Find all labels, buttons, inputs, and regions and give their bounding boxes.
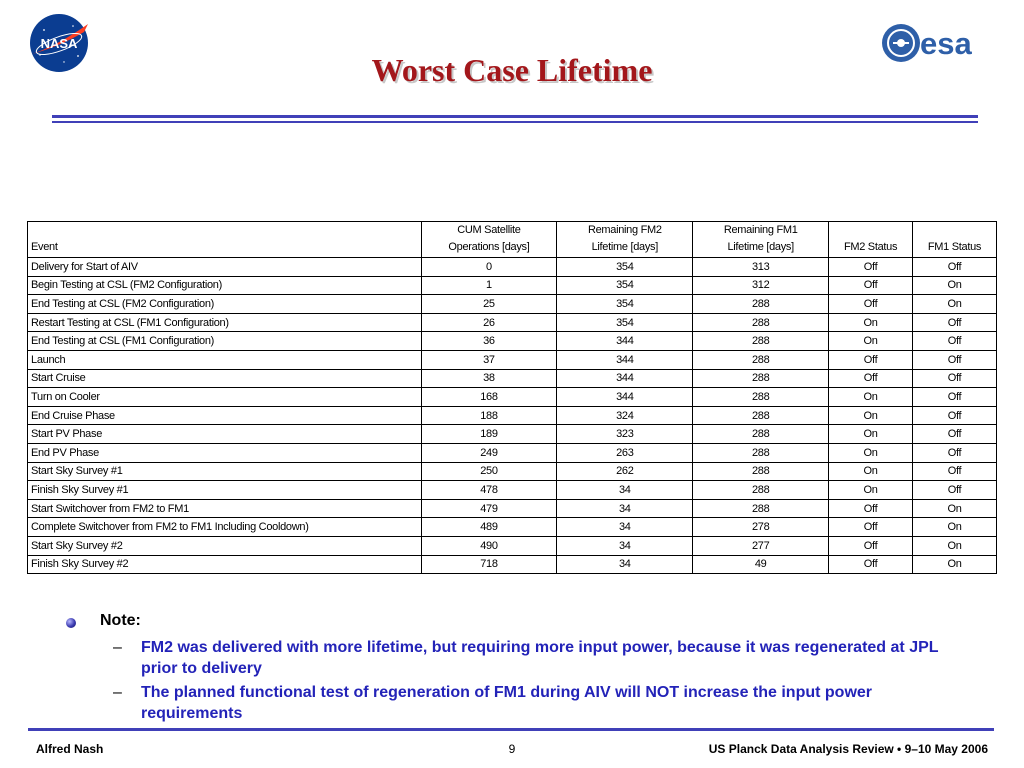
value-cell: 26 — [421, 313, 557, 332]
note-item — [66, 682, 966, 724]
event-cell: Finish Sky Survey #2 — [28, 555, 422, 574]
note-item-text: The planned functional test of regeneration of FM1 during AIV will NOT increase the input power requirements — [141, 684, 873, 722]
value-cell: On — [829, 481, 913, 500]
value-cell: Off — [829, 536, 913, 555]
note-item-text: FM2 was delivered with more lifetime, but requiring more input power, because it was regenerated at JPL prior to delivery — [141, 639, 939, 677]
value-cell: 288 — [693, 295, 829, 314]
value-cell: 288 — [693, 388, 829, 407]
lifetime-table — [27, 221, 997, 574]
value-cell: 489 — [421, 518, 557, 537]
column-header: Remaining FM2 Lifetime [days] — [557, 222, 693, 258]
value-cell: On — [829, 425, 913, 444]
value-cell: On — [913, 499, 997, 518]
value-cell: Off — [913, 462, 997, 481]
table-header-row — [28, 222, 997, 258]
value-cell: 263 — [557, 443, 693, 462]
title-rule-top — [52, 115, 978, 118]
bullet-icon — [66, 618, 76, 628]
value-cell: Off — [829, 499, 913, 518]
column-header: Remaining FM1 Lifetime [days] — [693, 222, 829, 258]
value-cell: 344 — [557, 369, 693, 388]
value-cell: On — [829, 443, 913, 462]
table-row — [28, 313, 997, 332]
value-cell: On — [913, 518, 997, 537]
event-cell: Start Sky Survey #1 — [28, 462, 422, 481]
note-heading-text: Note: — [100, 612, 141, 629]
event-cell: Start Sky Survey #2 — [28, 536, 422, 555]
value-cell: Off — [913, 313, 997, 332]
table-row — [28, 536, 997, 555]
value-cell: 354 — [557, 276, 693, 295]
value-cell: Off — [913, 332, 997, 351]
event-cell: Start PV Phase — [28, 425, 422, 444]
value-cell: On — [829, 332, 913, 351]
value-cell: 34 — [557, 481, 693, 500]
value-cell: 168 — [421, 388, 557, 407]
page-number: 9 — [508, 742, 516, 756]
value-cell: 718 — [421, 555, 557, 574]
value-cell: 312 — [693, 276, 829, 295]
event-cell: Delivery for Start of AIV — [28, 258, 422, 277]
note-item — [66, 637, 966, 679]
footer-author: Alfred Nash — [36, 742, 104, 756]
value-cell: 354 — [557, 313, 693, 332]
value-cell: Off — [913, 425, 997, 444]
value-cell: 250 — [421, 462, 557, 481]
value-cell: 249 — [421, 443, 557, 462]
value-cell: 34 — [557, 555, 693, 574]
footer-rule — [28, 728, 994, 731]
value-cell: 189 — [421, 425, 557, 444]
value-cell: 490 — [421, 536, 557, 555]
value-cell: Off — [829, 555, 913, 574]
esa-logo-text: esa — [920, 26, 972, 61]
title-rule-bottom — [52, 121, 978, 123]
value-cell: 288 — [693, 443, 829, 462]
value-cell: Off — [913, 258, 997, 277]
event-cell: End Cruise Phase — [28, 406, 422, 425]
value-cell: Off — [913, 481, 997, 500]
value-cell: 37 — [421, 350, 557, 369]
table-row — [28, 481, 997, 500]
dash-icon: – — [113, 639, 122, 656]
value-cell: Off — [829, 258, 913, 277]
value-cell: Off — [913, 350, 997, 369]
table-row — [28, 499, 997, 518]
event-cell: End Testing at CSL (FM1 Configuration) — [28, 332, 422, 351]
dash-icon: – — [113, 684, 122, 701]
table-row — [28, 388, 997, 407]
value-cell: 34 — [557, 499, 693, 518]
value-cell: On — [913, 536, 997, 555]
value-cell: Off — [913, 443, 997, 462]
value-cell: 1 — [421, 276, 557, 295]
table-row — [28, 258, 997, 277]
table-row — [28, 406, 997, 425]
value-cell: 288 — [693, 406, 829, 425]
column-header: FM1 Status — [913, 222, 997, 258]
value-cell: 288 — [693, 313, 829, 332]
table-row — [28, 295, 997, 314]
value-cell: 34 — [557, 536, 693, 555]
nasa-logo-text: NASA — [40, 36, 78, 51]
value-cell: 38 — [421, 369, 557, 388]
value-cell: Off — [829, 276, 913, 295]
value-cell: 479 — [421, 499, 557, 518]
column-header: CUM Satellite Operations [days] — [421, 222, 557, 258]
value-cell: 478 — [421, 481, 557, 500]
value-cell: 344 — [557, 388, 693, 407]
table-row — [28, 369, 997, 388]
note-heading — [66, 612, 966, 634]
event-cell: Restart Testing at CSL (FM1 Configuration) — [28, 313, 422, 332]
value-cell: 0 — [421, 258, 557, 277]
event-cell: Finish Sky Survey #1 — [28, 481, 422, 500]
value-cell: 288 — [693, 369, 829, 388]
value-cell: 188 — [421, 406, 557, 425]
event-cell: Begin Testing at CSL (FM2 Configuration) — [28, 276, 422, 295]
value-cell: 288 — [693, 332, 829, 351]
event-cell: End Testing at CSL (FM2 Configuration) — [28, 295, 422, 314]
table-row — [28, 443, 997, 462]
event-cell: Turn on Cooler — [28, 388, 422, 407]
table-row — [28, 555, 997, 574]
value-cell: Off — [829, 295, 913, 314]
column-header: FM2 Status — [829, 222, 913, 258]
table-row — [28, 425, 997, 444]
value-cell: 288 — [693, 481, 829, 500]
value-cell: 354 — [557, 258, 693, 277]
event-cell: Start Switchover from FM2 to FM1 — [28, 499, 422, 518]
event-cell: End PV Phase — [28, 443, 422, 462]
value-cell: 49 — [693, 555, 829, 574]
table-row — [28, 462, 997, 481]
notes-section — [66, 612, 966, 724]
value-cell: On — [913, 276, 997, 295]
value-cell: 288 — [693, 462, 829, 481]
value-cell: Off — [913, 369, 997, 388]
value-cell: Off — [913, 388, 997, 407]
value-cell: 344 — [557, 350, 693, 369]
footer-event: US Planck Data Analysis Review • 9–10 May 2006 — [708, 742, 988, 756]
value-cell: On — [829, 388, 913, 407]
value-cell: 344 — [557, 332, 693, 351]
value-cell: Off — [913, 406, 997, 425]
page-title: Worst Case Lifetime — [371, 52, 653, 88]
event-cell: Complete Switchover from FM2 to FM1 Including Cooldown) — [28, 518, 422, 537]
table-row — [28, 276, 997, 295]
value-cell: On — [829, 462, 913, 481]
table-row — [28, 350, 997, 369]
column-header: Event — [28, 222, 422, 258]
value-cell: 313 — [693, 258, 829, 277]
event-cell: Launch — [28, 350, 422, 369]
table-row — [28, 518, 997, 537]
value-cell: Off — [829, 369, 913, 388]
value-cell: On — [913, 555, 997, 574]
value-cell: Off — [829, 350, 913, 369]
value-cell: On — [913, 295, 997, 314]
table-row — [28, 332, 997, 351]
value-cell: 262 — [557, 462, 693, 481]
value-cell: 25 — [421, 295, 557, 314]
value-cell: 323 — [557, 425, 693, 444]
value-cell: Off — [829, 518, 913, 537]
value-cell: 34 — [557, 518, 693, 537]
value-cell: 288 — [693, 499, 829, 518]
value-cell: 278 — [693, 518, 829, 537]
value-cell: 36 — [421, 332, 557, 351]
value-cell: 354 — [557, 295, 693, 314]
value-cell: 277 — [693, 536, 829, 555]
value-cell: 324 — [557, 406, 693, 425]
value-cell: 288 — [693, 350, 829, 369]
value-cell: On — [829, 406, 913, 425]
value-cell: On — [829, 313, 913, 332]
value-cell: 288 — [693, 425, 829, 444]
event-cell: Start Cruise — [28, 369, 422, 388]
